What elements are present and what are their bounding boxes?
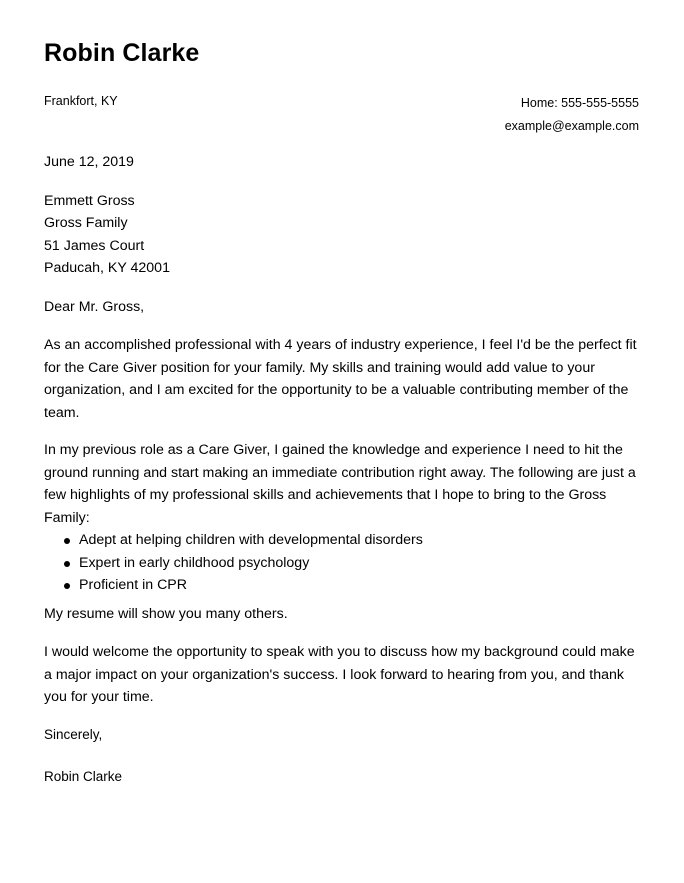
letter-date: June 12, 2019 (44, 154, 134, 170)
list-item-text: Proficient in CPR (79, 577, 188, 593)
contact-info (505, 92, 639, 138)
bullet-icon (64, 561, 70, 567)
salutation: Dear Mr. Gross, (44, 298, 145, 315)
applicant-location: Frankfort, KY (44, 94, 118, 108)
phone-number: Home: 555-555-5555 (520, 96, 639, 110)
list-item (44, 552, 644, 575)
recipient-name: Emmett Gross (44, 192, 135, 209)
paragraph-experience: In my previous role as a Care Giver, I gained the knowledge and experience I need to hit the ground running and start making an immediate contribution right away. The following are just a few highlights of my professional skills and achievements that I hope to bring to the Gross Family: (44, 442, 636, 526)
applicant-name: Robin Clarke (44, 39, 200, 67)
paragraph-intro: As an accomplished professional with 4 years of industry experience, I feel I'd be the perfect fit for the Care Giver position for your family. My skills and training would add value to your organization, and I am excited for the opportunity to be a valuable contributing member of the team. (44, 337, 637, 421)
recipient-company: Gross Family (44, 215, 128, 231)
bullet-icon (64, 538, 70, 544)
signature-name: Robin Clarke (44, 769, 123, 784)
recipient-street: 51 James Court (44, 237, 145, 254)
paragraph-resume: My resume will show you many others. (44, 605, 288, 622)
closing-phrase: Sincerely, (44, 726, 103, 742)
email-address: example@example.com (504, 119, 639, 133)
skills-list (44, 529, 644, 597)
paragraph-closing: I would welcome the opportunity to speak with you to discuss how my background could make a major impact on your organization's success. I look forward to hearing from you, and thank you for your time. (44, 644, 635, 705)
recipient-city: Paducah, KY 42001 (44, 260, 170, 276)
recipient-address (44, 190, 644, 280)
list-item (44, 574, 644, 597)
list-item-text: Expert in early childhood psychology (79, 554, 310, 571)
bullet-icon (64, 583, 70, 589)
letter-body (44, 151, 644, 789)
list-item-text: Adept at helping children with developmental disorders (79, 532, 423, 548)
list-item (44, 529, 644, 552)
